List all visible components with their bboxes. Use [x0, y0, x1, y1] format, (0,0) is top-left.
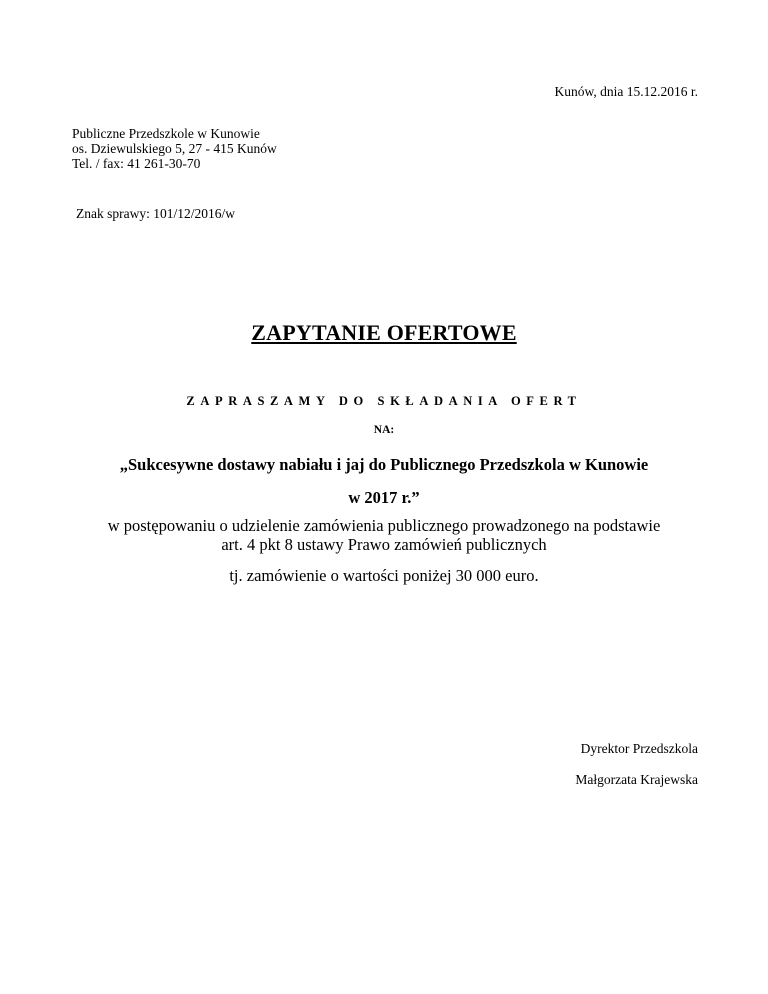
procedure-line-1: w postępowaniu o udzielenie zamówienia publicznego prowadzonego na podstawie: [107, 516, 661, 535]
signature-name: Małgorzata Krajewska: [575, 772, 698, 787]
invitation-heading: ZAPRASZAMY DO SKŁADANIA OFERT: [186, 394, 582, 408]
subject-line-1: „Sukcesywne dostawy nabiału i jaj do Publicznego Przedszkola w Kunowie: [119, 455, 649, 474]
signature-role: Dyrektor Przedszkola: [580, 741, 698, 756]
procedure-line-2: art. 4 pkt 8 ustawy Prawo zamówień publicznych: [221, 535, 547, 554]
procedure-paragraph: [0, 516, 768, 554]
sender-phone: Tel. / fax: 41 261-30-70: [72, 156, 201, 171]
value-note: tj. zamówienie o wartości poniżej 30 000 euro.: [229, 566, 539, 585]
document-title: ZAPYTANIE OFERTOWE: [251, 320, 517, 345]
na-label: NA:: [373, 424, 395, 436]
subject-line-2: w 2017 r.”: [348, 488, 420, 507]
sender-name: Publiczne Przedszkole w Kunowie: [72, 126, 260, 141]
document-date: Kunów, dnia 15.12.2016 r.: [554, 84, 698, 99]
sender-block: [72, 126, 277, 171]
sender-address: os. Dziewulskiego 5, 27 - 415 Kunów: [72, 141, 277, 156]
case-reference: Znak sprawy: 101/12/2016/w: [76, 206, 235, 221]
